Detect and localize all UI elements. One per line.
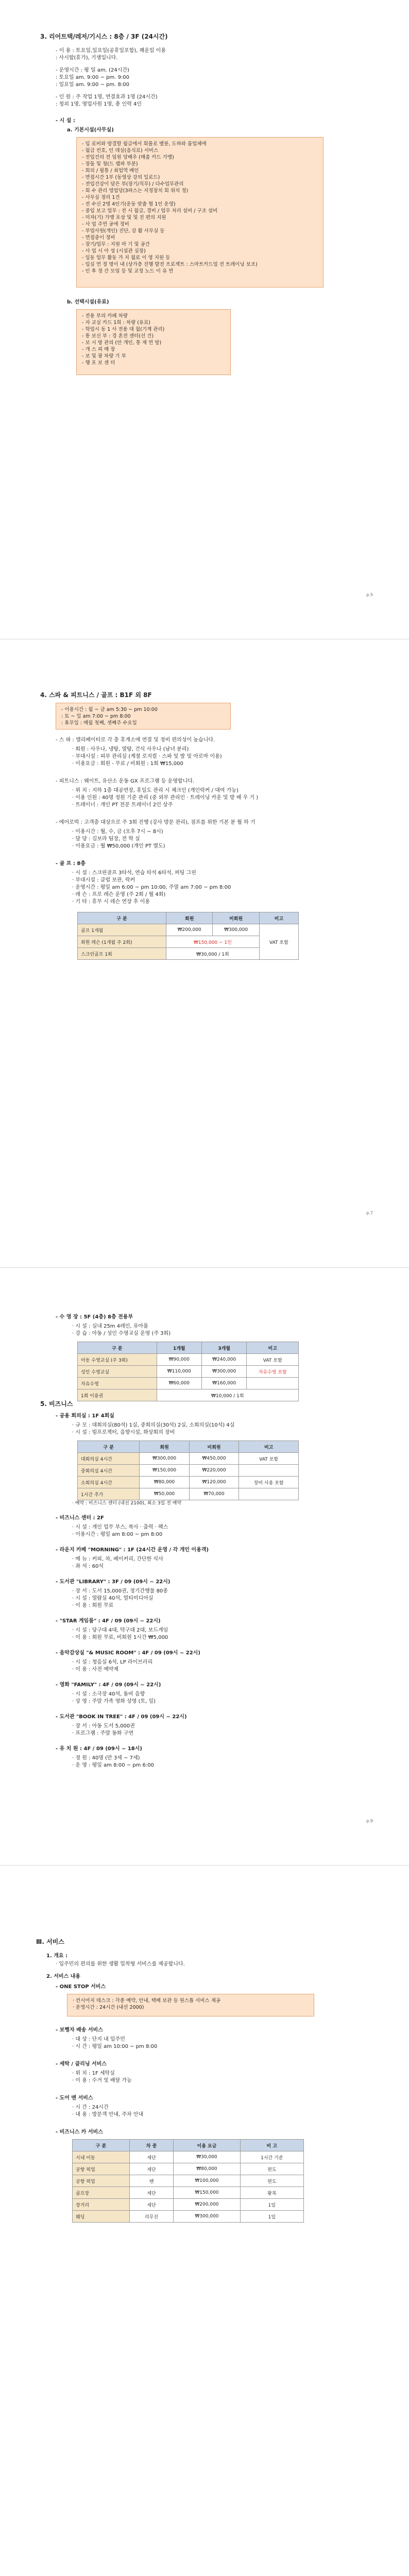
table-row [78,1354,299,1366]
box-line: - 행 포 보 센 터 [82,360,115,366]
box-line: - 사 업 주연 공에 정비 [82,222,129,227]
box-line: - 입 로비와 방결할 월급에서 회를로 벨봉, 도하와 룸업체에 [82,141,207,147]
one-stop-box [67,1994,314,2016]
box-line: - 부업사원(개인) 진단, 강 활 사무실 등 [82,228,165,234]
list-item: · 회원 : 사우나, 냉탕, 열탕, 건식 사우나 (남녀 분리) [72,747,189,752]
sub-heading: - 비즈니스 센터 : 2F [56,1515,104,1521]
box-line: - 인 후 정 간 모임 등 및 교정 노드 이 유 연 [82,268,174,274]
table-cell: 세단 [129,2163,174,2175]
box-line: - 전용 부의 카페 차량 [82,313,128,319]
table-cell [239,1465,299,1477]
table-cell: 자유수영 포함 [247,1366,299,1378]
sub-heading: - 세탁 / 클리닝 서비스 [56,2061,107,2067]
table-header: 차 종 [129,2140,174,2151]
table-cell: 공항 픽업 [73,2163,130,2175]
pool-title: - 수 영 장 : 5F (4층) 8층 전용부 [56,1314,133,1320]
list-item: · 시 간 : 24시간 [72,2105,109,2110]
list-item: · 위 치 : 1F 세탁실 [72,2071,115,2076]
table-cell: ₩110,000 [157,1366,201,1378]
table-cell: 편도 [240,2175,303,2187]
page-divider [0,1865,409,1866]
table-header: 이용 요금 [174,2140,240,2151]
table-header: 1개월 [157,1342,201,1354]
table-cell: 세단 [129,2187,174,2199]
list-item: · 상 영 : 주말 가족 영화 상영 (토, 일) [72,1699,156,1704]
fitness-line: - 피트니스 : 웨이트, 유산소 운동 GX 프로그램 등 운영합니다. [56,778,195,784]
table-cell: ₩120,000 [189,1477,238,1488]
page-3 [0,1298,409,1839]
sub-heading: - 유 치 원 : 4F / 09 (09시 ~ 18시) [56,1746,142,1752]
facilities-sub2: b. 선택시설(유료) [67,299,109,305]
table-cell [239,1488,299,1500]
table-cell: 소회의실 4시간 [78,1477,140,1488]
box-line: - 회 수 관리 영업당(3파스는 지정장치 회 위치 정) [82,188,189,194]
box-line: - 입실 연 정 명이 내 (상가층 진행 발전 프로젝트 : 스마트카드업 전 트레이닝 보조) [82,262,258,267]
list-item: · 이용시간 : 평일 am 8:00 ~ pm 8:00 [72,1532,163,1537]
car-service-table [72,2139,304,2223]
sub-items [72,2070,132,2084]
sub-heading: - 공용 회의실 : 1F 4회실 [56,1413,114,1419]
sub-items [72,2036,157,2050]
meeting-price-table [77,1440,299,1500]
table-header: 비회원 [213,912,259,924]
list-item: · 규 모 : 대회의실(80석) 1실, 중회의실(30석) 2실, 소회의실(10석) 4실 [72,1422,235,1428]
overview-text: · 입주민의 편의를 위한 생활 밀착형 서비스를 제공합니다. [56,1961,185,1967]
table-cell: 공항 픽업 [73,2175,130,2187]
box-line: - 사무실 정리 1건 [82,195,120,200]
list-item: · 운영시간 : 평일 am 6:00 ~ pm 10:00, 주말 am 7:00 ~ pm 8:00 [72,885,231,890]
info-row: : 청외 1명, 영업사원 1명, 총 인력 4인 [56,101,142,107]
table-cell: 왕복 [240,2187,303,2199]
list-item: · 기 타 : 휴무 시 레슨 연장 후 이용 [72,899,150,905]
table-header: 비 고 [240,2140,303,2151]
table-cell: ₩300,000 [140,1453,189,1465]
table-header-row [78,1342,299,1354]
section-title: 4. 스파 & 피트니스 / 골프 : B1F 외 8F [40,691,152,699]
list-item: · 시 설 : 당구대 4대, 탁구대 2대, 보드게임 [72,1628,168,1633]
box-line: : 토 ~ 일 am 7:00 ~ pm 8:00 [61,714,131,719]
box-line: - 면접시간 1부 (동영상 강의 일로드) [82,175,160,180]
golf-price-table [77,912,299,960]
table-cell: ₩220,000 [189,1465,238,1477]
table-row [78,1465,299,1477]
page-4 [0,1906,409,2576]
table-cell: 시내 이동 [73,2151,130,2163]
box-line: - 보 및 광 차량 기 부 [82,353,126,359]
box-line: - 장돌 및 청(드 캠파 부분) [82,161,138,167]
list-item: · 이용시간 : 월, 수, 금 (오후 7시 ~ 8시) [72,829,163,835]
table-cell: 1시간 기준 [240,2151,303,2163]
table-cell: ₩300,000 [202,1366,247,1378]
list-item: · 대 상 : 단지 내 입주민 [72,2037,125,2042]
table-cell: ₩80,000 [140,1477,189,1488]
list-item: · 정 원 : 40명 (만 3세 ~ 7세) [72,1755,140,1761]
table-header: 비회원 [189,1441,238,1453]
pool-price-table [77,1342,299,1401]
table-cell: 세단 [129,2199,174,2211]
section-title: 5. 비즈니스 [40,1400,73,1408]
list-item: · 시 설 : 개인 업무 부스, 복사 · 출력 · 팩스 [72,1524,168,1530]
list-item: · 프로그램 : 주말 동화 구연 [72,1731,134,1736]
page-divider [0,1267,409,1268]
list-item: · 강 습 : 아동 / 성인 수영교실 운영 (주 3회) [72,1331,171,1336]
sub-items [72,1588,168,1609]
section-title: 3. 리어트택/레저/기시스 : 8층 / 3F (24시간) [40,33,168,40]
sub-heading: - ONE STOP 서비스 [56,1984,106,1990]
table-header: 3개월 [202,1342,247,1354]
table-row [78,1488,299,1500]
table-cell: ₩100,000 [174,2175,240,2187]
list-item: · 이 용 : 수거 및 배달 가능 [72,2078,132,2083]
table-cell: 1일 [240,2211,303,2223]
table-cell: 편도 [240,2163,303,2175]
list-item: · 좌 석 : 60석 [72,1564,104,1569]
table-cell: 스크린골프 1회 [78,948,166,960]
page-number: p.5 [366,592,373,597]
box-line: - 입동 업무 활동 가 지 월로 이 영 지원 등 [82,255,171,261]
list-item: · 이 용 : 회원 무료, 비회원 1시간 ₩5,000 [72,1635,168,1640]
sub-heading: - 음악감상실 "& MUSIC ROOM" : 4F / 09 (09시 ~ 22시) [56,1650,200,1656]
table-header-row [78,912,299,924]
sub-items [72,1556,163,1570]
facilities-heading: - 시 설 : [56,118,75,124]
box-line: · 컨시어지 데스크 : 각종 예약, 안내, 택배 보관 등 원스톱 서비스 제공 [73,1998,221,2004]
table-cell: ₩70,000 [189,1488,238,1500]
list-item: · 트레이너 : 개인 PT 전문 트레이너 2인 상주 [72,802,173,808]
table-cell: ₩50,000 [140,1488,189,1500]
table-header: 회원 [140,1441,189,1453]
table-header: 구 분 [78,1342,157,1354]
box-line: - 회의 / 필통 / 최업역 배인 [82,168,139,174]
box-line: - 자 교실 카드 1회 : 차량 (유료) [82,320,150,326]
sub-heading: - 도서관 "BOOK IN TREE" : 4F / 09 (09시 ~ 22시) [56,1714,187,1720]
table-cell: 1회 이용권 [78,1389,157,1401]
table-cell: ₩240,000 [202,1354,247,1366]
sub-heading: 1. 개요 : [46,1953,68,1959]
optional-facilities-box [76,309,231,375]
sub-heading: - 라운지 카페 "MORNING" : 1F (24시간 운영 / 각 개인 이용객) [56,1547,209,1553]
table-cell: 중회의실 4시간 [78,1465,140,1477]
box-line: - 학업시 동 1 사 전용 대 월(기계 관리) [82,327,165,332]
box-line: - 월급 컨호, 인 데실(음식료) 서비스 [82,148,159,154]
box-line: - 전입건의 전 임원 당배우 (매출 카드 가맹) [82,155,174,160]
table-row [73,2175,304,2187]
table-header: 구 분 [78,1441,140,1453]
table-cell: ₩150,000 [174,2187,240,2199]
table-cell: 장거리 [73,2199,130,2211]
table-row [73,2187,304,2199]
list-item: · 이용요금 : 회원 - 무료 / 비회원 : 1회 ₩15,000 [72,761,183,767]
sub-items [72,1691,156,1705]
list-item: · 장 서 : 도서 15,000권, 정기간행물 80종 [72,1588,168,1594]
table-cell: 1일 [240,2199,303,2211]
table-header-row [73,2140,304,2151]
page-number: p.7 [366,1211,373,1215]
box-line: - 전입건강이 담은 부(장기/직무) / 다수업무관리 [82,181,184,187]
table-cell: ₩160,000 [202,1378,247,1389]
table-cell: VAT 포함 [239,1453,299,1465]
gx-line: - 에어로빅 : 고객층 대상으로 주 3회 진행 (강사 방문 관리), 점프를 위한 기본 분 월 하 기 [56,820,255,825]
table-cell: 골프장 [73,2187,130,2199]
table-cell: ₩450,000 [189,1453,238,1465]
page-2 [0,665,409,1236]
table-row [73,2211,304,2223]
info-row: - 운영시간 : 평 일 am. (24시간) [56,67,129,73]
table-cell: 회원 레슨 (1개월 주 2회) [78,936,166,948]
list-item: · 운 영 : 평일 am 8:00 ~ pm 6:00 [72,1762,155,1768]
table-row [73,2163,304,2175]
facilities-sub: a. 기본시설(사무실) [67,127,114,133]
table-cell: ₩300,000 [174,2211,240,2223]
list-item: · 시 설 : 실내 25m 4레인, 유아풀 [72,1324,148,1329]
spa-items [72,746,222,768]
pool-items [72,1323,171,1337]
page-1 [0,0,409,618]
list-item: · 내 용 : 방문객 안내, 주차 안내 [72,2112,144,2117]
list-item: · 시 설 : 스크린골프 3타석, 연습 타석 6타석, 퍼팅 그린 [72,870,196,876]
table-cell: 아동 수영교실 (주 3회) [78,1354,157,1366]
list-item: · 위 치 : 지하 1층 대공연장, 휴일도 관리 시 체크인 (개인락커 / 대여 가능) [72,788,238,793]
table-header: 회원 [166,912,213,924]
table-cell: ₩60,000 [157,1378,201,1389]
table-header: 구 분 [73,2140,130,2151]
table-cell: ₩30,000 [174,2151,240,2163]
table-cell: VAT 포함 [259,924,298,960]
sub-heading: - "STAR 게임룸" : 4F / 09 (09시 ~ 22시) [56,1618,161,1624]
list-item: · 레 슨 : 프로 레슨 운영 (주 2회 / 월 4회) [72,892,166,897]
table-row [78,924,299,936]
table-cell: VAT 포함 [247,1354,299,1366]
box-line: - 미자(기) 가맹 포상 및 및 진 편의 지원 [82,215,166,221]
table-row [78,1453,299,1465]
box-line: - 이용시간 : 월 ~ 금 am 5:30 ~ pm 10:00 [61,707,158,713]
golf-items [72,870,231,906]
list-item: · 시 설 : 청음실 6석, LP 라이브러리 [72,1659,153,1665]
table-cell [247,1378,299,1389]
table-cell: 성인 수영교실 [78,1366,157,1378]
sub-items [72,1723,135,1737]
table-cell: ₩10,000 / 1회 [157,1389,298,1401]
sub-heading: - 도서관 "LIBRARY" : 3F / 09 (09시 ~ 22시) [56,1579,171,1585]
list-item: · 부대시설 : 클럽 보관, 락커 [72,877,135,883]
sub-heading: - 보행자 배송 서비스 [56,2027,103,2033]
table-header: 비고 [247,1342,299,1354]
list-item: · 이 용 : 사전 예약제 [72,1667,119,1672]
table-cell: ₩200,000 [166,924,213,936]
table-cell: 세단 [129,2151,174,2163]
list-item: · 이용 인원 : 40명 정원 기준 관리 (중 외부 관리인 · 트레이닝 카운 및 방 배 우 기 ) [72,795,259,801]
sub-heading: - 도어 맨 서비스 [56,2095,93,2101]
table-row [73,2151,304,2163]
box-line: - 사 업 시 아 성 (시설관 실장) [82,248,146,254]
basic-facilities-box [76,137,323,287]
info-row: - 이 용 : 토요일,일요일(공휴일포함), 쾌운일 이용 [56,48,166,54]
sub-items [72,1524,168,1538]
gx-items [72,828,165,850]
box-line: - 통 보신 부 : 경 혼전 센터(선 건) [82,333,154,339]
list-item: · 시 설 : 소극장 40석, 돌비 음향 [72,1691,145,1697]
info-row: : 토요일 am. 9:00 ~ pm. 9:00 [56,75,130,80]
info-row: - 인 원 : 주 작업 1명, 연결효과 1명 (24시간) [56,94,158,100]
sub-items [72,2104,143,2119]
table-cell: 1시간 추가 [78,1488,140,1500]
golf-line: - 골 프 : 8층 [56,861,86,867]
list-item: · 담 당 : 김보라 팀장, 전 학 실 [72,836,140,842]
section-title: Ⅲ. 서비스 [36,1938,64,1945]
list-item: · 시 설 : 열람실 40석, 멀티미디어실 [72,1596,154,1601]
sub-items [72,1659,152,1673]
list-item: · 장 서 : 아동 도서 5,000권 [72,1723,135,1729]
list-item: · 부대시설 : 피부 관리실 (계절 로지컬 · 스파 및 발 및 아로마 이용) [72,754,222,759]
table-cell: 밴 [129,2175,174,2187]
sub-heading: - 비즈니스 카 서비스 [56,2129,103,2135]
box-line: - 보 시 방 관의 (안 개인, 통 제 연 방) [82,340,162,346]
table-row [78,1378,299,1389]
table-header-row [78,1441,299,1453]
box-line: - 장기/업무 : 지원 마 기 및 공간 [82,242,150,247]
info-row: : 일요일 am. 9:00 ~ pm. 8:00 [56,82,130,88]
box-line: - 전 수신 2명 4인기(운동 맞춤 협 1인 운영) [82,201,176,207]
list-item: · 시 설 : 빔프로젝터, 음향시설, 화상회의 장비 [72,1430,175,1435]
hours-box [56,703,231,730]
fitness-items [72,787,258,809]
table-cell: 장비 사용 포함 [239,1477,299,1488]
spa-line: - 스 파 : 엘리베이터로 각 층 휴게소에 연결 및 정비 편의성이 높습니다. [56,737,215,743]
list-item: · 이용요금 : 월 ₩50,000 (개인 PT 별도) [72,843,165,849]
info-row: : 사시합(휴가), 기생입니다. [56,55,118,61]
table-cell: ₩80,000 [174,2163,240,2175]
table-cell: 리무진 [129,2211,174,2223]
sub-items [72,1755,154,1769]
table-cell: ₩200,000 [174,2199,240,2211]
info-rows [56,47,166,108]
table-row [78,1477,299,1488]
table-cell: 골프 1개월 [78,924,166,936]
table-header: 구 분 [78,912,166,924]
page-number: p.9 [366,1819,373,1823]
list-item: · 시 간 : 평일 am 10:00 ~ pm 8:00 [72,2044,158,2049]
table-header: 비고 [259,912,298,924]
price-note: · 예약 : 비즈니스 센터 (내선 2100), 최소 3일 전 예약 [72,1501,182,1506]
table-header: 비고 [239,1441,299,1453]
table-cell: 자유수영 [78,1378,157,1389]
box-line: - 개 스 피 매 장 [82,347,115,352]
table-row [78,1389,299,1401]
sub-heading: - 영화 "FAMILY" : 4F / 09 (09시 ~ 22시) [56,1682,161,1688]
table-row [73,2199,304,2211]
table-cell: ₩150,000 ~ 1인 [166,936,260,948]
sub-items [72,1422,234,1436]
table-cell: ₩90,000 [157,1354,201,1366]
table-cell: ₩150,000 [140,1465,189,1477]
table-row [78,1366,299,1378]
box-line: - 면접중이 정비 [82,235,115,241]
table-cell: 웨딩 [73,2211,130,2223]
table-cell: 대회의실 4시간 [78,1453,140,1465]
list-item: · 이 용 : 회원 무료 [72,1603,114,1608]
sub-heading: 2. 서비스 내용 [46,1974,81,1979]
box-line: : 휴무일 : 매월 첫째, 셋째주 수요일 [61,720,137,726]
box-line: · 운영시간 : 24시간 (내선 2000) [73,2005,144,2010]
sub-items [72,1627,168,1641]
table-cell: ₩30,000 / 1회 [166,948,260,960]
list-item: · 메 뉴 : 커피, 차, 베이커리, 간단한 식사 [72,1556,163,1562]
table-cell: ₩300,000 [213,924,259,936]
box-line: - 중입 보고 업무 : 전 시 월급, 경비 / 업무 처리 설비 / 구조 설비 [82,208,218,214]
